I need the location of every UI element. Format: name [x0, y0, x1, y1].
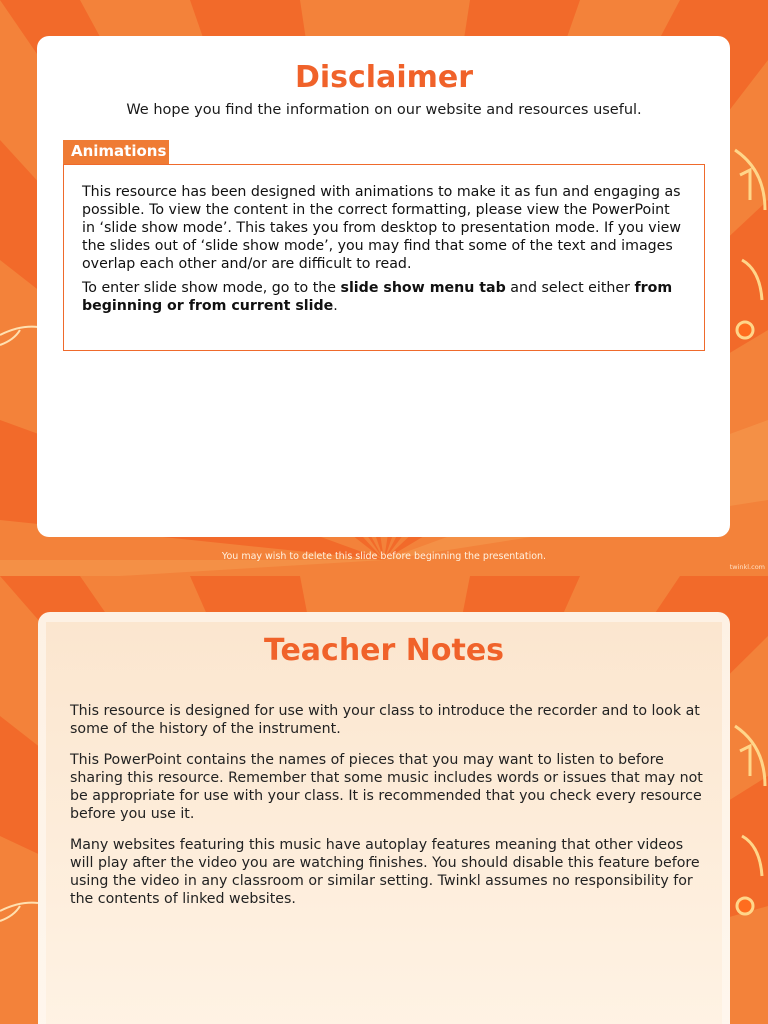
animations-tab: Animations: [63, 140, 169, 166]
notes-paragraph: Many websites featuring this music have autoplay features meaning that other videos will play after the video you are watching finishes. You should disable this feature before using the video in any classroom or similar setting. Twinkl assumes no responsibility for the contents of linked websites.: [70, 837, 700, 907]
slideshow-instructions: [82, 279, 684, 315]
instructions-prefix: To enter slide show mode, go to the: [82, 280, 341, 296]
teacher-notes-slide: [0, 576, 768, 1024]
twinkl-credit: twinkl.com: [729, 563, 765, 571]
instructions-bold-menu-tab: slide show menu tab: [340, 280, 506, 296]
disclaimer-subtitle: We hope you find the information on our website and resources useful.: [126, 102, 642, 118]
instructions-bold-options: from beginning or from current slide: [82, 280, 673, 314]
notes-paragraph: This resource is designed for use with your class to introduce the recorder and to look at some of the history of the instrument.: [70, 703, 700, 737]
animations-info-box: [63, 164, 705, 351]
animations-paragraph: This resource has been designed with animations to make it as fun and engaging as possible. To view the content in the correct formatting, please view the PowerPoint in ‘slide show mode’. This takes you from desktop to presentation mode. If you view the slides out of ‘slide show mode’, you may find that some of the text and images overlap each other and/or are difficult to read.: [82, 184, 681, 272]
instructions-middle: and select either: [505, 280, 635, 296]
teacher-notes-body: [70, 702, 704, 921]
instructions-suffix: .: [333, 298, 338, 314]
notes-paragraph: This PowerPoint contains the names of pieces that you may want to listen to before sharing this resource. Remember that some music includes words or issues that may not be appropriate for use with your class. It is recommended that you check every resource before you use it.: [70, 752, 703, 822]
teacher-notes-title: Teacher Notes: [263, 633, 505, 668]
delete-slide-footnote: You may wish to delete this slide before beginning the presentation.: [221, 551, 547, 562]
page-title: Disclaimer: [294, 60, 474, 95]
